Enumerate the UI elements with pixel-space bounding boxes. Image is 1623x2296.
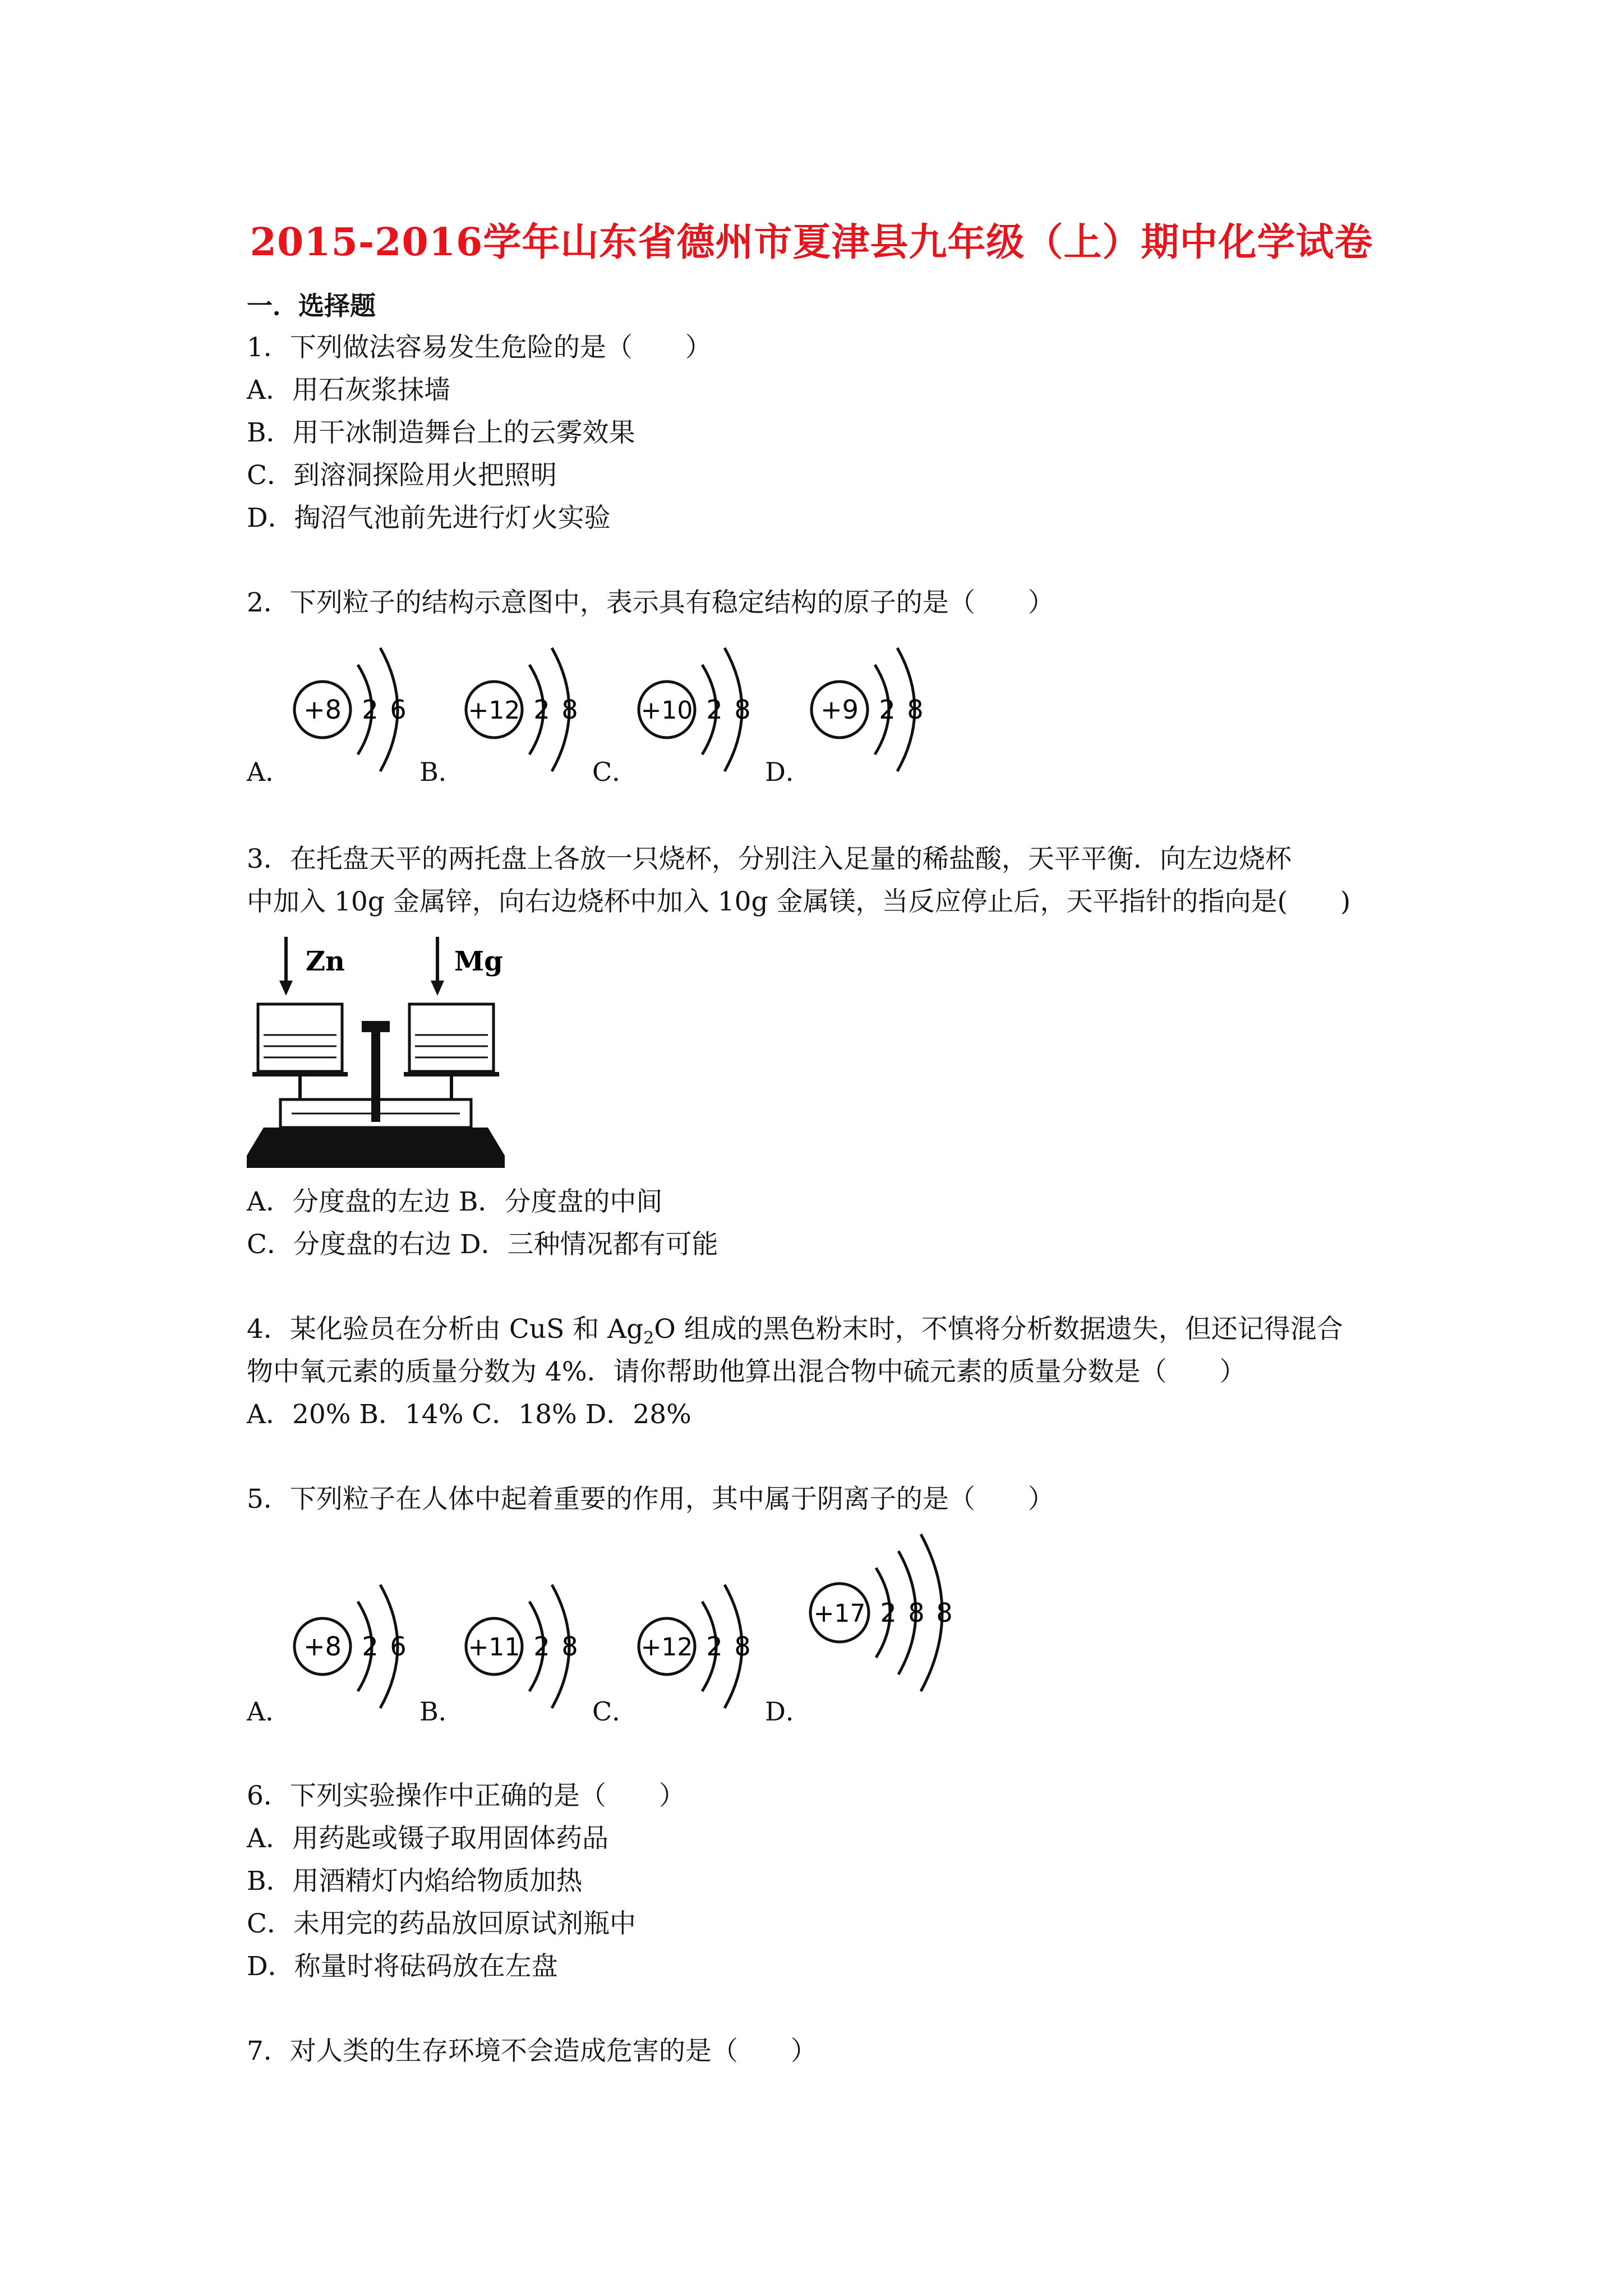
- q6-option-c: C．未用完的药品放回原试剂瓶中: [247, 1908, 636, 1939]
- shell-count: 6: [390, 1631, 407, 1662]
- shell-count: 2: [533, 694, 550, 725]
- shell-count: 2: [706, 1631, 723, 1662]
- arrow-head: [431, 981, 444, 996]
- q5-atom-a: [292, 1571, 426, 1719]
- q5-label-a: A．: [247, 1696, 292, 1727]
- q2-stem: 2．下列粒子的结构示意图中，表示具有稳定结构的原子的是（ ）: [247, 587, 1054, 618]
- q6-option-a: A．用药匙或镊子取用固体药品: [247, 1823, 608, 1854]
- q5-atom-c: [636, 1571, 771, 1719]
- q3-stem-line2: 中加入 10g 金属锌，向右边烧杯中加入 10g 金属镁，当反应停止后，天平指针的指向是( ): [247, 886, 1351, 917]
- nucleus-charge: +8: [303, 694, 342, 725]
- q5-atom-b: [463, 1571, 598, 1719]
- q2-atom-c: [636, 634, 771, 782]
- shell-count: 2: [362, 1631, 379, 1662]
- q4-stem-line1: [247, 1313, 1343, 1355]
- q4-stem-part2: O 组成的黑色粉末时，不慎将分析数据遗失，但还记得混合: [654, 1314, 1343, 1345]
- balance-figure: [247, 931, 505, 1186]
- q1-option-c: C．到溶洞探险用火把照明: [247, 460, 557, 491]
- arrow-head: [279, 981, 293, 996]
- shell-count: 8: [561, 1631, 578, 1662]
- q5-label-d: D．: [765, 1696, 811, 1727]
- shell-count: 6: [390, 694, 407, 725]
- shell-count: 2: [879, 694, 896, 725]
- q3-options-row1: A．分度盘的左边 B．分度盘的中间: [247, 1186, 663, 1217]
- q2-label-d: D．: [765, 757, 811, 787]
- q6-stem: 6．下列实验操作中正确的是（ ）: [247, 1780, 685, 1811]
- nucleus-charge: +10: [640, 696, 693, 725]
- shell-count: 2: [880, 1598, 897, 1628]
- q2-label-a: A．: [247, 757, 292, 787]
- q7-stem: 7．对人类的生存环境不会造成危害的是（ ）: [247, 2036, 817, 2067]
- nucleus-charge: +11: [468, 1633, 520, 1662]
- q2-atom-a: [292, 634, 426, 782]
- q6-option-d: D．称量时将砝码放在左盘: [247, 1951, 558, 1982]
- q2-atom-b: [463, 634, 598, 782]
- zinc-label: Zn: [306, 946, 345, 977]
- nucleus-charge: +8: [303, 1631, 342, 1662]
- shell-count: 8: [561, 694, 578, 725]
- shell-count: 8: [907, 694, 924, 725]
- pointer-pillar: [371, 1032, 380, 1122]
- shell-count: 2: [533, 1631, 550, 1662]
- nucleus-charge: +17: [813, 1599, 866, 1628]
- balance-base: [247, 1128, 505, 1156]
- q6-option-b: B．用酒精灯内焰给物质加热: [247, 1866, 583, 1897]
- right-beaker: [409, 1004, 494, 1071]
- nucleus-charge: +12: [468, 696, 520, 725]
- q1-stem: 1．下列做法容易发生危险的是（ ）: [247, 332, 712, 363]
- q4-options: A．20% B．14% C．18% D．28%: [247, 1399, 691, 1430]
- shell-count: 8: [734, 694, 751, 725]
- q1-option-d: D．掏沼气池前先进行灯火实验: [247, 503, 611, 533]
- q3-stem-line1: 3．在托盘天平的两托盘上各放一只烧杯，分别注入足量的稀盐酸，天平平衡．向左边烧杯: [247, 844, 1292, 875]
- q4-stem-line2: 物中氧元素的质量分数为 4%．请你帮助他算出混合物中硫元素的质量分数是（ ）: [247, 1356, 1246, 1387]
- section-heading: 一．选择题: [247, 291, 376, 321]
- pointer-top: [362, 1021, 390, 1032]
- q4-subscript: 2: [643, 1328, 654, 1348]
- shell-count: 8: [936, 1598, 953, 1628]
- magnesium-label: Mg: [454, 946, 503, 977]
- left-beaker: [258, 1004, 342, 1071]
- q2-label-c: C．: [592, 757, 638, 787]
- exam-title: 2015-2016学年山东省德州市夏津县九年级（上）期中化学试卷: [250, 220, 1373, 265]
- nucleus-charge: +9: [820, 694, 859, 725]
- q3-options-row2: C．分度盘的右边 D．三种情况都有可能: [247, 1229, 718, 1260]
- q5-stem: 5．下列粒子在人体中起着重要的作用，其中属于阴离子的是（ ）: [247, 1484, 1054, 1515]
- nucleus-charge: +12: [640, 1633, 693, 1662]
- q4-stem-part1: 4．某化验员在分析由 CuS 和 Ag: [247, 1314, 644, 1345]
- q5-label-b: B．: [419, 1696, 464, 1727]
- shell-count: 2: [362, 694, 379, 725]
- q1-option-b: B．用干冰制造舞台上的云雾效果: [247, 417, 635, 448]
- q2-atom-d: [809, 634, 943, 782]
- balance-foot: [247, 1156, 505, 1168]
- q5-label-c: C．: [592, 1696, 638, 1727]
- shell-count: 2: [706, 694, 723, 725]
- shell-count: 8: [734, 1631, 751, 1662]
- q5-atom-d: [809, 1526, 988, 1702]
- q2-label-b: B．: [419, 757, 464, 787]
- shell-count: 8: [908, 1598, 925, 1628]
- q1-option-a: A．用石灰浆抹墙: [247, 375, 450, 406]
